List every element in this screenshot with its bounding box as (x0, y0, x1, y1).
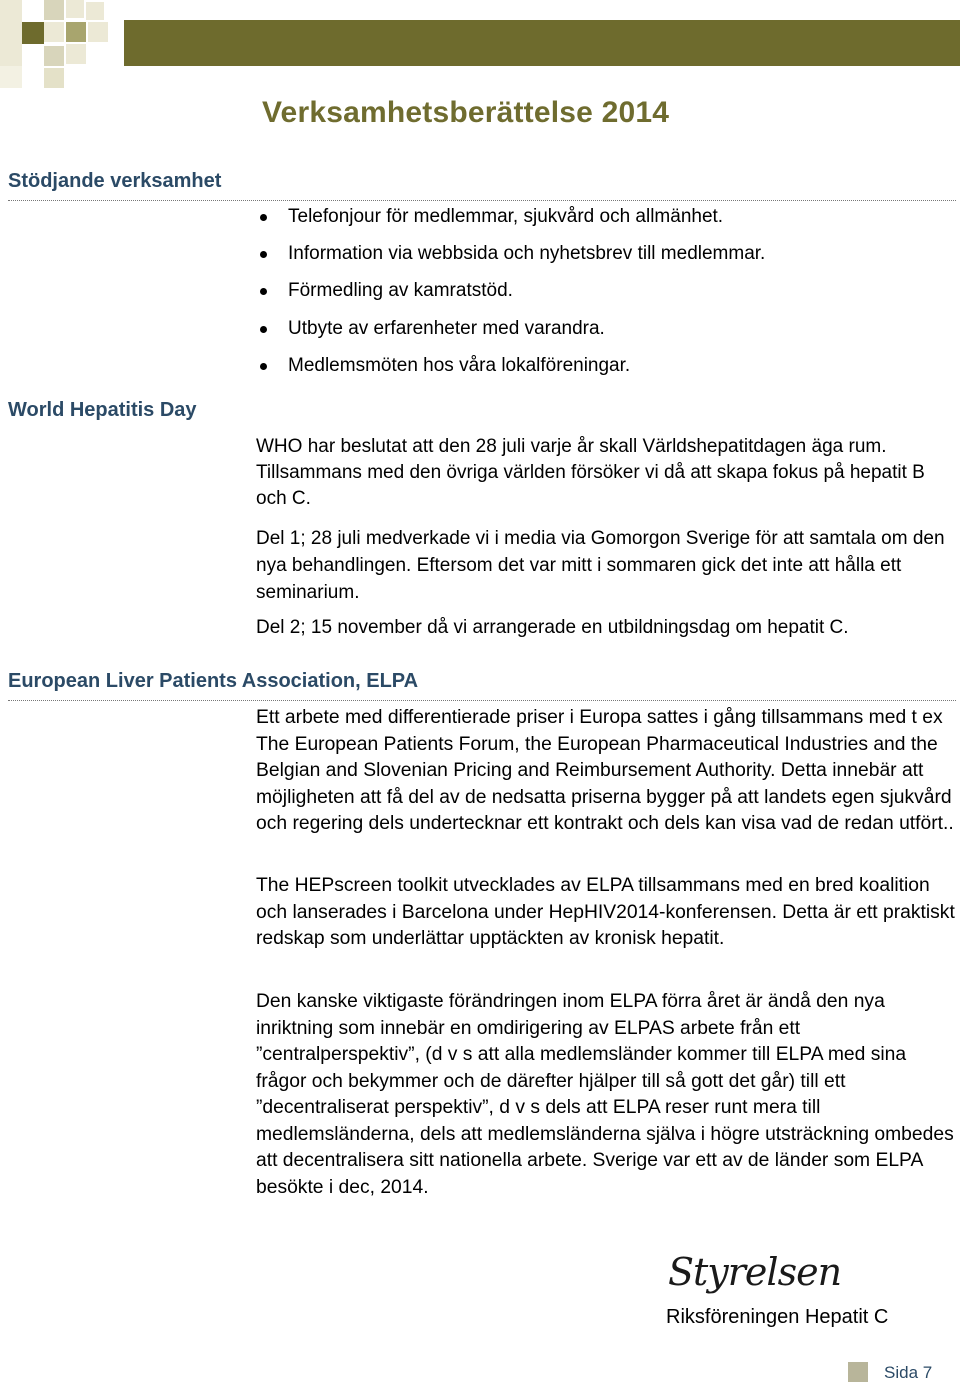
footer-square-icon (848, 1362, 868, 1382)
header-square (22, 44, 42, 64)
header-square (0, 22, 22, 44)
list-item: Förmedling av kamratstöd. (258, 280, 765, 302)
header-square (0, 44, 22, 66)
elpa-paragraph: Den kanske viktigaste förändringen inom ELPA förra året är ändå den nya inriktning som innebär en omdirigering av ELPAS arbete från ett ”centralperspektiv”, (d v s att alla medlemsländer kommer till ELPA med sina frågor och bekymmer och de därefter hjälper till så gott det går) till ett ”decentraliserat perspektiv”, d v s dels att ELPA reser runt mera till medlemsländerna, dels att medlemsländerna själva i högre utsträckning ombedes att decentralisera sitt nationella arbete. Sverige var ett av de länder som ELPA besökte i dec, 2014. (256, 991, 954, 1198)
stodjande-list (258, 206, 765, 392)
whd-paragraph: WHO har beslutat att den 28 juli varje år skall Världshepatitdagen äga rum. Tillsammans med den övriga världen försöker vi då att skapa fokus på hepatit B och C. (256, 436, 925, 509)
elpa-paragraph: The HEPscreen toolkit utvecklades av ELPA tillsammans med en bred koalition och lanserades i Barcelona under HepHIV2014-konferensen. Detta är ett praktiskt redskap som underlättar upptäckten av kronisk hepatit. (256, 875, 955, 949)
page-number: Sida 7 (884, 1363, 933, 1382)
header-square (44, 46, 64, 66)
section-heading-stodjande: Stödjande verksamhet (8, 170, 222, 192)
list-item: Medlemsmöten hos våra lokalföreningar. (258, 355, 765, 377)
header-decoration (0, 0, 960, 92)
header-square (66, 22, 86, 42)
page-title: Verksamhetsberättelse 2014 (262, 96, 670, 129)
header-square (88, 44, 108, 64)
header-square (22, 22, 44, 44)
signature-organization: Riksföreningen Hepatit C (666, 1306, 889, 1328)
header-square (44, 68, 64, 88)
header-square (86, 2, 104, 20)
header-square (0, 66, 22, 88)
elpa-paragraph: Ett arbete med differentierade priser i Europa sattes i gång tillsammans med t ex The European Patients Forum, the European Pharmaceutical Industries and the Belgian and Slovenian Pricing and Reimbursement Authority. Detta innebär att möjligheten att få del av de nedsatta priserna bygger på att landets egen sjukvård och regering dels undertecknar ett kontrakt och dels kan visa vad de redan utfört.. (256, 707, 954, 834)
header-square (44, 0, 64, 20)
list-item: Utbyte av erfarenheter med varandra. (258, 318, 765, 340)
list-item: Information via webbsida och nyhetsbrev till medlemmar. (258, 243, 765, 265)
whd-paragraph: Del 1; 28 juli medverkade vi i media via Gomorgon Sverige för att samtala om den nya behandlingen. Eftersom det var mitt i sommaren gick det inte att hålla ett seminarium. (256, 528, 945, 603)
section-heading-whd: World Hepatitis Day (8, 399, 197, 421)
section-heading-elpa: European Liver Patients Association, ELPA (8, 670, 419, 692)
header-square (66, 44, 86, 64)
header-bar (124, 20, 960, 66)
signature-script: Styrelsen (668, 1250, 842, 1294)
section-divider (8, 700, 956, 701)
header-square (22, 0, 44, 22)
header-square (66, 0, 84, 18)
header-square (44, 22, 64, 42)
header-square (88, 22, 108, 42)
header-square (0, 0, 22, 22)
section-divider (8, 200, 956, 201)
whd-paragraph: Del 2; 15 november då vi arrangerade en utbildningsdag om hepatit C. (256, 617, 849, 638)
list-item: Telefonjour för medlemmar, sjukvård och allmänhet. (258, 206, 765, 228)
